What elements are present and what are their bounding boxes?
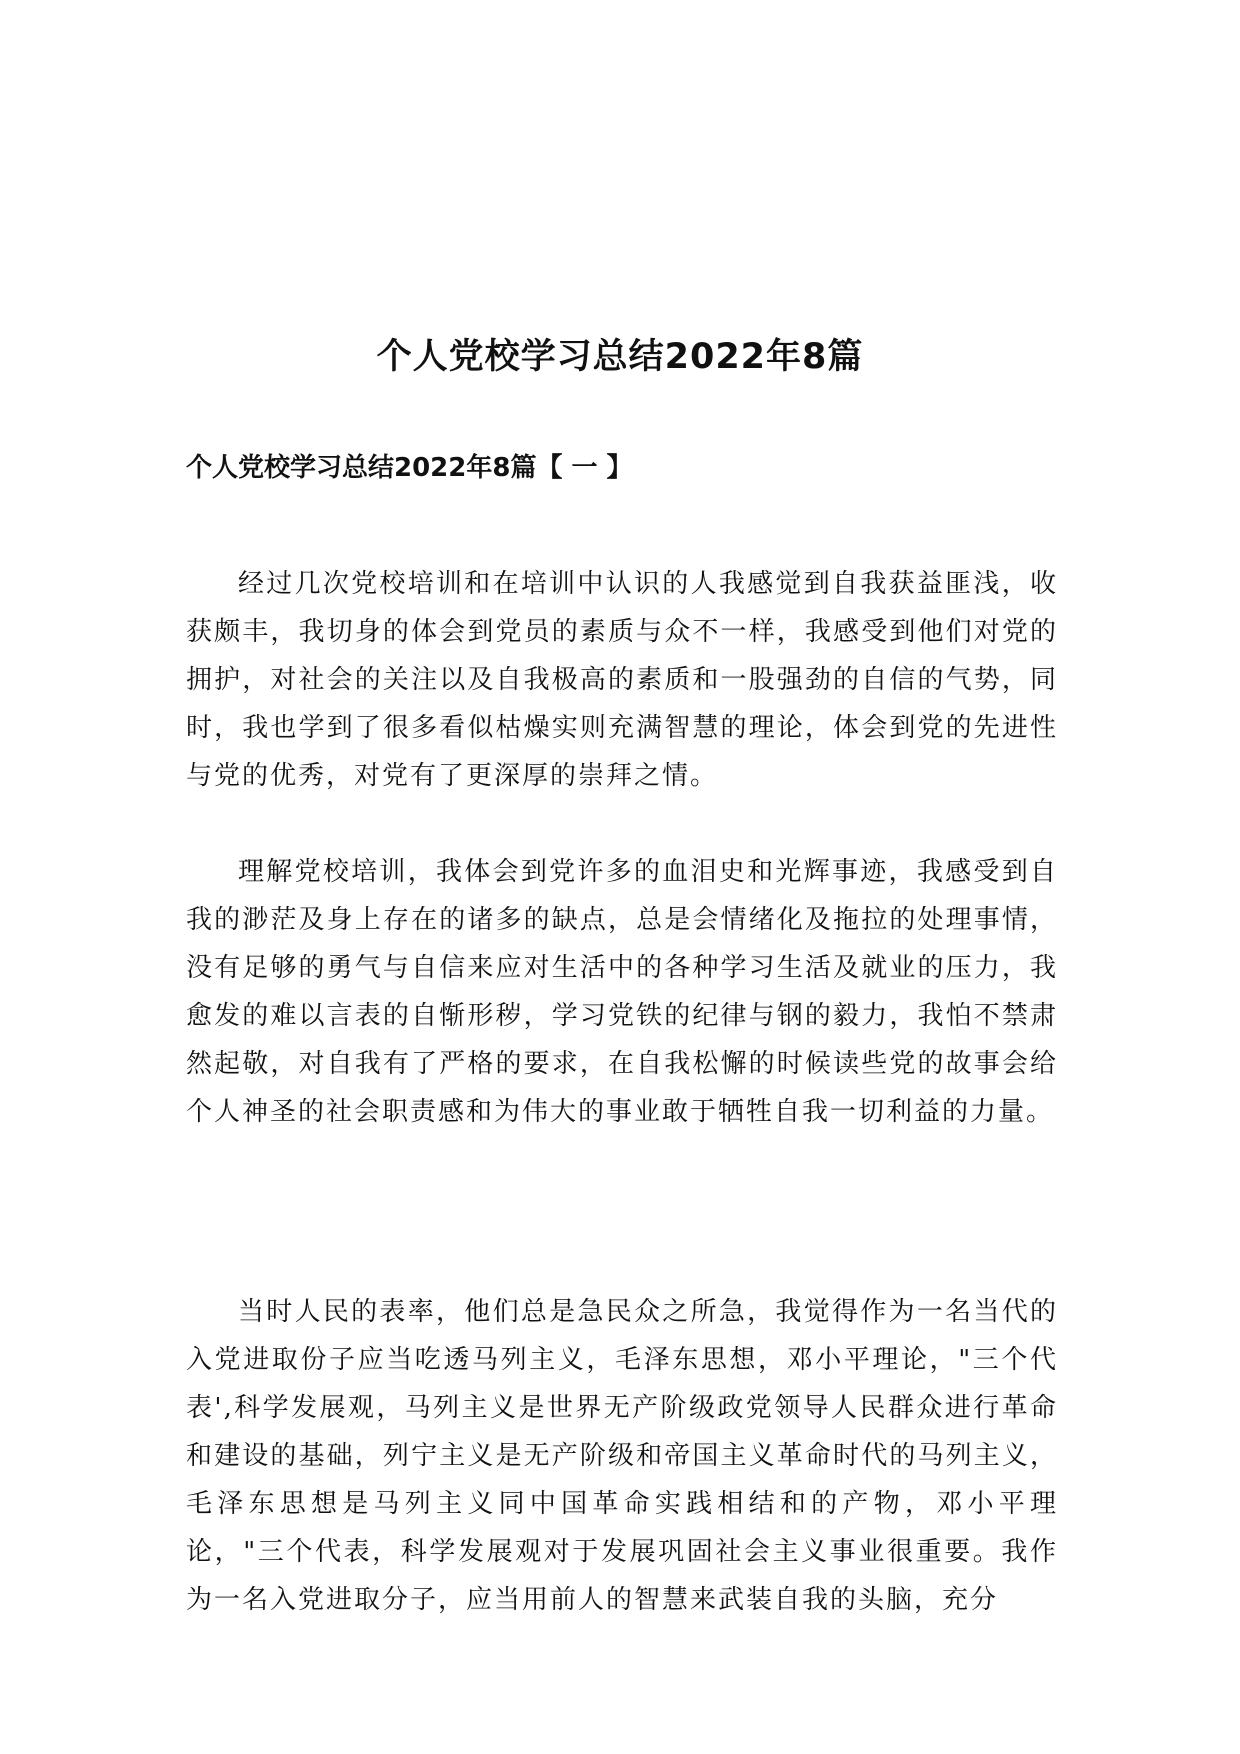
section-heading: 个人党校学习总结2022年8篇【 一 】 <box>186 453 633 483</box>
paragraph-1: 经过几次党校培训和在培训中认识的人我感觉到自我获益匪浅，收获颇丰，我切身的体会到党员的素质与众不一样，我感受到他们对党的拥护，对社会的关注以及自我极高的素质和一股强劲的自信的气势，同时，我也学到了很多看似枯燥实则充满智慧的理论，体会到党的先进性与党的优秀，对党有了更深厚的崇拜之情。 <box>186 569 1058 791</box>
paragraph-3: 当时人民的表率，他们总是急民众之所急，我觉得作为一名当代的入党进取份子应当吃透马列主义，毛泽东思想，邓小平理论，"三个代表',科学发展观，马列主义是世界无产阶级政党领导人民群众进行革命和建设的基础，列宁主义是无产阶级和帝国主义革命时代的马列主义，毛泽东思想是马列主义同中国革命实践相结和的产物，邓小平理论，"三个代表，科学发展观对于发展巩固社会主义事业很重要。我作为一名入党进取分子，应当用前人的智慧来武装自我的头脑，充分 <box>186 1297 1058 1615</box>
paragraph-2: 理解党校培训，我体会到党许多的血泪史和光辉事迹，我感受到自我的渺茫及身上存在的诸多的缺点，总是会情绪化及拖拉的处理事情，没有足够的勇气与自信来应对生活中的各种学习生活及就业的压力，我愈发的难以言表的自惭形秽，学习党铁的纪律与钢的毅力，我怕不禁肃然起敬，对自我有了严格的要求，在自我松懈的时候读些党的故事会给个人神圣的社会职责感和为伟大的事业敢于牺牲自我一切利益的力量。 <box>186 857 1058 1127</box>
document-title: 个人党校学习总结2022年8篇 <box>376 337 864 377</box>
